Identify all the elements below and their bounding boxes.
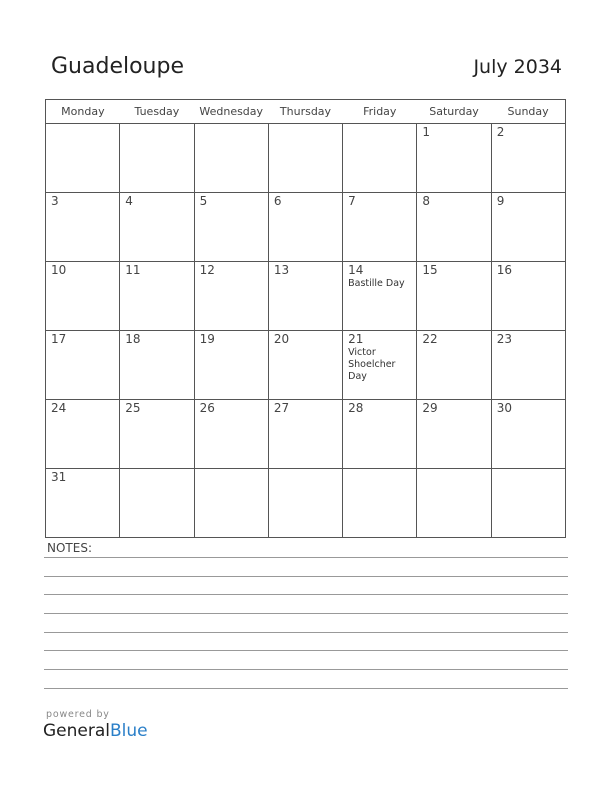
brand-part-general: General [43,721,110,741]
day-cell [417,400,491,469]
day-cell [491,331,565,400]
weekday-header-row [46,100,566,124]
weekday-header: Thursday [268,100,342,124]
day-number: 29 [422,401,438,415]
day-number: 13 [273,263,290,277]
day-cell [491,124,565,193]
note-line [44,594,568,595]
day-number: 25 [125,401,141,415]
day-number: 11 [125,263,141,277]
week-row [46,193,566,262]
notes-label: NOTES: [47,541,92,555]
day-cell [343,400,417,469]
day-number: 8 [422,194,431,208]
day-cell [417,193,491,262]
day-number: 10 [51,263,67,277]
day-number: 7 [348,194,356,208]
day-cell [194,469,268,538]
day-cell [491,400,565,469]
day-number: 19 [199,332,215,346]
weekday-header: Tuesday [120,100,194,124]
day-cell [343,124,417,193]
day-number: 17 [51,332,67,346]
day-number: 16 [496,263,512,277]
weekday-header: Friday [343,100,417,124]
day-number: 2 [496,125,505,139]
calendar-grid [45,99,566,538]
day-cell [120,469,194,538]
day-cell [120,331,194,400]
note-line [44,632,568,633]
day-number: 14 [348,263,364,277]
day-cell [46,331,120,400]
day-cell [268,193,342,262]
day-number: 30 [496,401,512,415]
day-cell [268,331,342,400]
day-cell [120,400,194,469]
day-number: 4 [125,194,133,208]
day-cell [343,193,417,262]
day-cell [194,193,268,262]
day-cell [46,193,120,262]
day-cell [491,193,565,262]
day-cell [268,400,342,469]
day-number: 22 [422,332,438,346]
day-cell [268,124,342,193]
day-number: 1 [422,125,431,139]
day-cell [343,331,417,400]
day-number: 5 [199,194,208,208]
day-number: 15 [422,263,438,277]
day-cell [491,469,565,538]
note-line [44,576,568,577]
day-cell [46,400,120,469]
note-line [44,669,568,670]
week-row [46,469,566,538]
week-row [46,331,566,400]
weekday-header: Saturday [417,100,491,124]
day-number: 3 [51,194,59,208]
weekday-header: Wednesday [194,100,268,124]
note-line [44,557,568,558]
day-cell [417,331,491,400]
day-number: 28 [348,401,364,415]
region-title: Guadeloupe [51,54,184,79]
brand-logo [43,721,148,741]
weekday-header: Sunday [491,100,565,124]
day-cell [268,262,342,331]
day-cell [46,262,120,331]
day-cell [343,262,417,331]
day-cell [194,124,268,193]
day-number: 6 [273,194,282,208]
holiday-label: Victor Shoelcher Day [348,347,396,382]
day-cell [194,331,268,400]
day-cell [417,124,491,193]
holiday-label: Bastille Day [348,278,405,289]
day-cell [46,124,120,193]
day-number: 31 [51,470,67,484]
day-cell [417,469,491,538]
day-cell [194,400,268,469]
day-cell [120,124,194,193]
note-line [44,650,568,651]
day-cell [120,262,194,331]
day-number: 20 [273,332,290,346]
day-number: 18 [125,332,141,346]
day-cell [268,469,342,538]
day-cell [120,193,194,262]
weekday-header: Monday [46,100,120,124]
note-line [44,688,568,689]
day-cell [491,262,565,331]
week-row [46,262,566,331]
day-number: 27 [273,401,290,415]
month-title: July 2034 [473,56,562,78]
day-cell [343,469,417,538]
day-number: 12 [199,263,215,277]
week-row [46,400,566,469]
day-cell [194,262,268,331]
calendar-body [46,124,566,538]
day-cell [417,262,491,331]
note-line [44,613,568,614]
powered-by-text: powered by [46,709,110,720]
day-number: 24 [51,401,67,415]
day-cell [46,469,120,538]
day-number: 23 [496,332,512,346]
day-number: 26 [199,401,215,415]
brand-part-blue: Blue [110,721,148,741]
day-number: 9 [496,194,505,208]
day-number: 21 [348,332,364,346]
week-row [46,124,566,193]
